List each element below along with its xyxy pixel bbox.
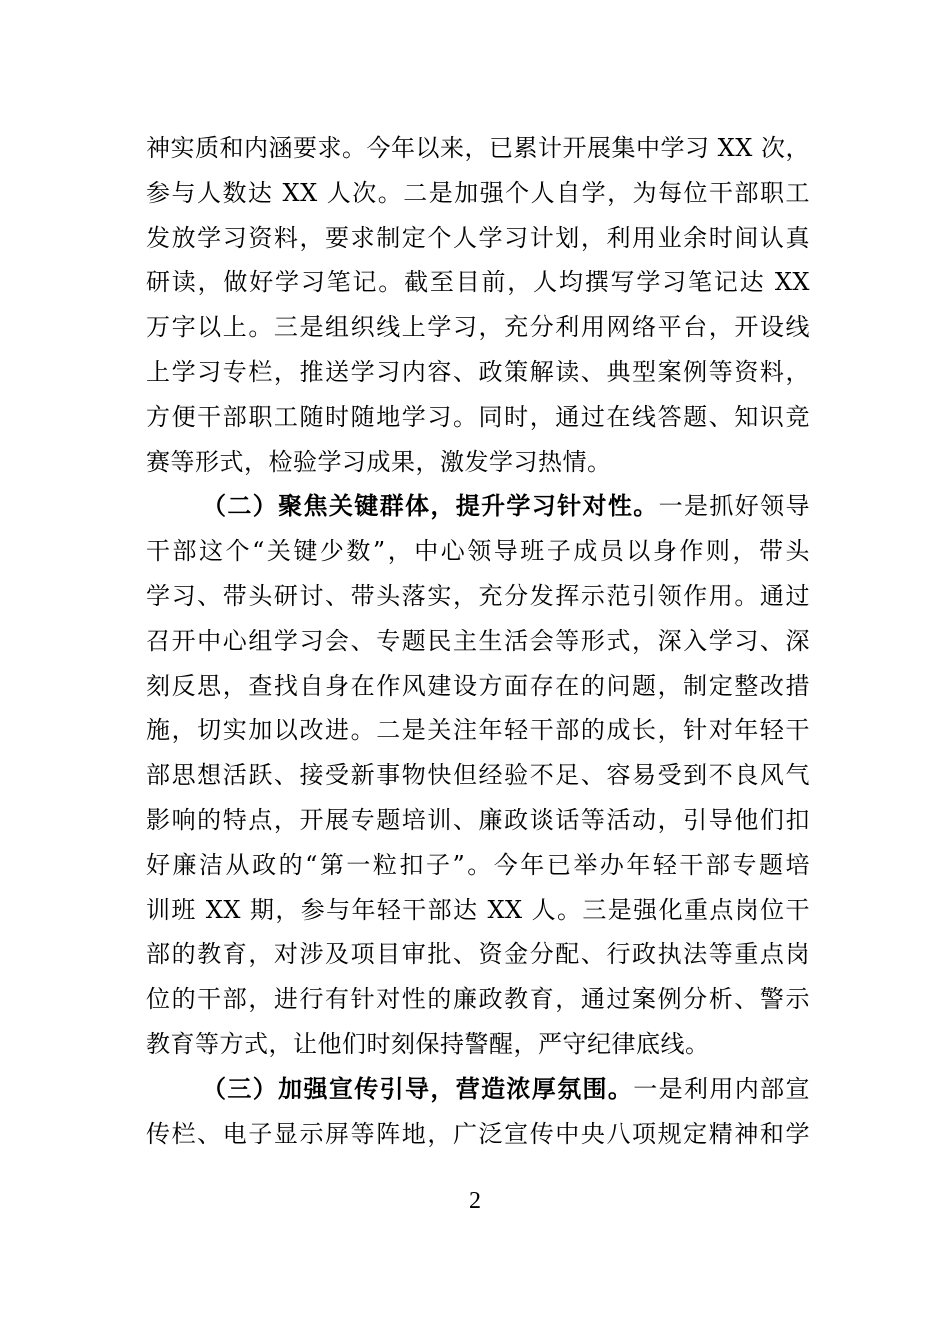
text-run: 一是抓好领导: [658, 492, 811, 521]
text-line: 研读，做好学习笔记。截至目前，人均撰写学习笔记达 XX: [146, 268, 810, 297]
text-line: 传栏、电子显示屏等阵地，广泛宣传中央八项规定精神和学: [146, 1119, 810, 1148]
text-line: [146, 484, 810, 529]
text-line: 部思想活跃、接受新事物快但经验不足、容易受到不良风气: [146, 761, 810, 790]
text-line: 上学习专栏，推送学习内容、政策解读、典型案例等资料，: [146, 357, 810, 386]
text-line: 位的干部，进行有针对性的廉政教育，通过案例分析、警示: [146, 985, 810, 1014]
text-line: 方便干部职工随时随地学习。同时，通过在线答题、知识竞: [146, 402, 810, 431]
text-line: 部的教育，对涉及项目审批、资金分配、行政执法等重点岗: [146, 940, 810, 969]
text-line: 神实质和内涵要求。今年以来，已累计开展集中学习 XX 次，: [146, 134, 810, 162]
text-line: 施，切实加以改进。二是关注年轻干部的成长，针对年轻干: [146, 716, 810, 745]
section-heading: （三）加强宣传引导，营造浓厚氛围。: [202, 1073, 634, 1103]
text-line: 训班 XX 期，参与年轻干部达 XX 人。三是强化重点岗位干: [146, 895, 810, 924]
text-line: 召开中心组学习会、专题民主生活会等形式，深入学习、深: [146, 626, 810, 655]
text-line: 刻反思，查找自身在作风建设方面存在的问题，制定整改措: [146, 671, 810, 700]
text-line: 赛等形式，检验学习成果，激发学习热情。: [146, 447, 612, 476]
section-heading: （二）聚焦关键群体，提升学习针对性。: [202, 491, 659, 521]
body-text: [146, 126, 810, 1156]
text-line: 教育等方式，让他们时刻保持警醒，严守纪律底线。: [146, 1029, 710, 1058]
paragraph-3: [146, 1067, 810, 1157]
text-run: 一是利用内部宣: [633, 1074, 810, 1103]
paragraph-2: [146, 484, 810, 1066]
text-line: 发放学习资料，要求制定个人学习计划，利用业余时间认真: [146, 223, 810, 252]
text-line: 万字以上。三是组织线上学习，充分利用网络平台，开设线: [146, 313, 810, 342]
paragraph-1: [146, 126, 810, 484]
text-line: 参与人数达 XX 人次。二是加强个人自学，为每位干部职工: [146, 178, 810, 207]
text-line: 影响的特点，开展专题培训、廉政谈话等活动，引导他们扣: [146, 805, 810, 834]
text-line: 干部这个“关键少数”，中心领导班子成员以身作则，带头: [146, 537, 810, 566]
text-line: 好廉洁从政的“第一粒扣子”。今年已举办年轻干部专题培: [146, 850, 810, 879]
text-line: 学习、带头研讨、带头落实，充分发挥示范引领作用。通过: [146, 581, 810, 610]
text-line: [146, 1067, 810, 1112]
page-number: 2: [469, 1188, 481, 1214]
